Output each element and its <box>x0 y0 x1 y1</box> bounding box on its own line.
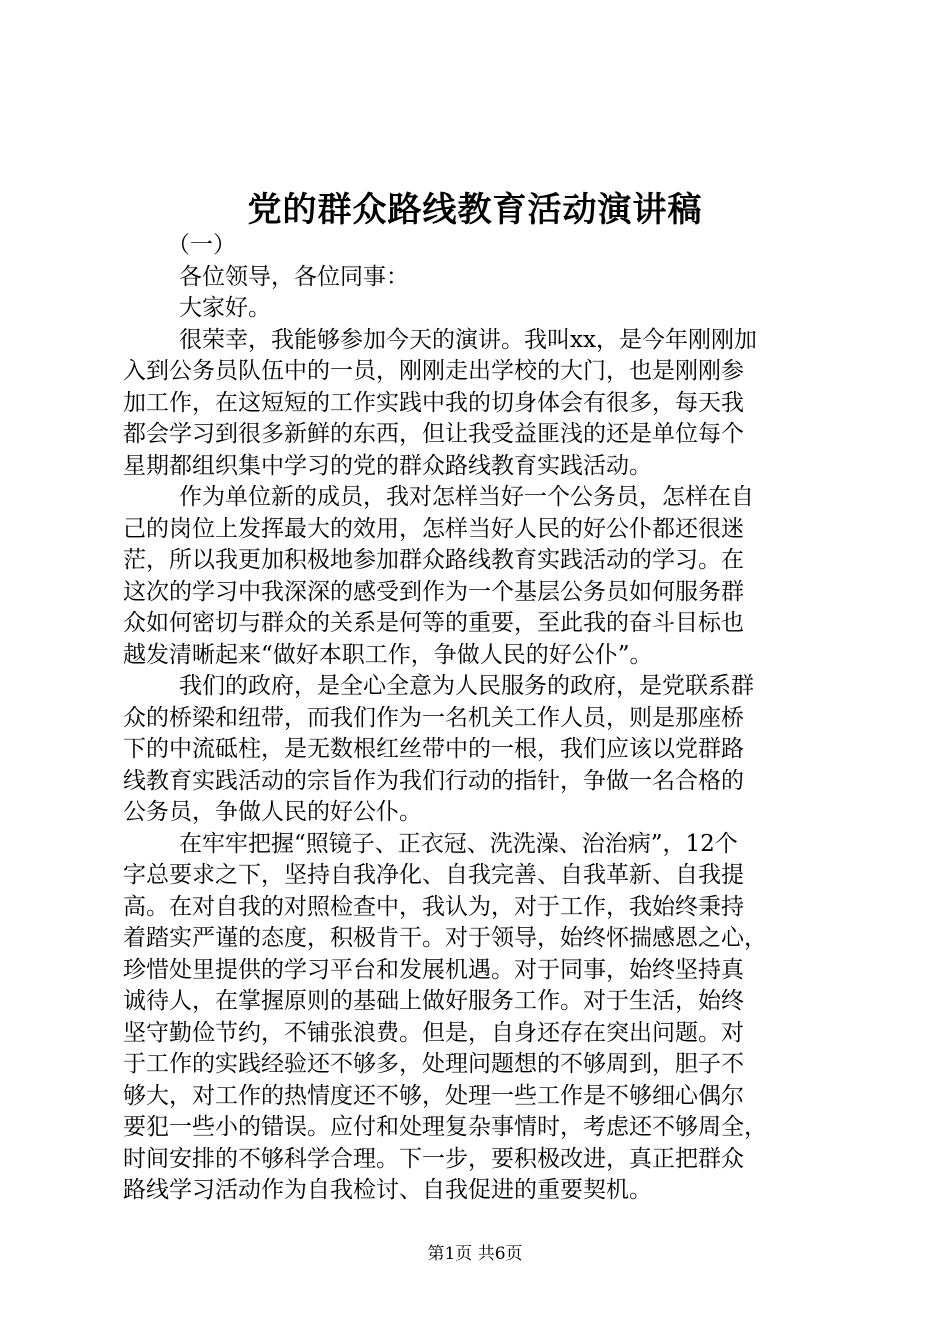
paragraph-4-line: 着踏实严谨的态度，积极肯干。对于领导，始终怀揣感恩之心， <box>123 925 767 951</box>
paragraph-4-line: 在牢牢把握“照镜子、正衣冠、洗洗澡、治治病”，12个 <box>179 830 738 857</box>
paragraph-2-line: 众如何密切与群众的关系是何等的重要，至此我的奋斗目标也 <box>123 610 744 636</box>
greeting: 大家好。 <box>179 295 271 321</box>
paragraph-3-line: 我们的政府，是全心全意为人民服务的政府，是党联系群 <box>179 673 754 699</box>
paragraph-4-line: 珍惜处里提供的学习平台和发展机遇。对于同事，始终坚持真 <box>123 956 744 983</box>
paragraph-2-line: 茫，所以我更加积极地参加群众路线教育实践活动的学习。在 <box>123 547 744 573</box>
paragraph-2-line: 越发清晰起来“做好本职工作，争做人民的好公仆”。 <box>123 641 653 668</box>
paragraph-4-line: 够大，对工作的热情度还不够，处理一些工作是不够细心偶尔 <box>123 1082 744 1109</box>
paragraph-1-line: 很荣幸，我能够参加今天的演讲。我叫xx，是今年刚刚加 <box>179 326 757 353</box>
paragraph-2-line: 己的岗位上发挥最大的效用，怎样当好人民的好公仆都还很迷 <box>123 515 744 542</box>
paragraph-2-line: 作为单位新的成员，我对怎样当好一个公务员，怎样在自 <box>179 484 754 510</box>
paragraph-4-line: 诚待人，在掌握原则的基础上做好服务工作。对于生活，始终 <box>123 988 744 1014</box>
salutation: 各位领导，各位同事： <box>179 263 409 290</box>
paragraph-1-line: 都会学习到很多新鲜的东西，但让我受益匪浅的还是单位每个 <box>123 421 744 447</box>
paragraph-3-line: 线教育实践活动的宗旨作为我们行动的指针，争做一名合格的 <box>123 767 744 794</box>
paragraph-4-line: 时间安排的不够科学合理。下一步，要积极改进，真正把群众 <box>123 1145 744 1172</box>
paragraph-3-line: 公务员，争做人民的好公仆。 <box>123 799 422 825</box>
paragraph-1-line: 星期都组织集中学习的党的群众路线教育实践活动。 <box>123 452 652 479</box>
paragraph-4-line: 要犯一些小的错误。应付和处理复杂事情时，考虑还不够周全， <box>123 1114 767 1140</box>
paragraph-4-line: 坚守勤俭节约，不铺张浪费。但是，自身还存在突出问题。对 <box>123 1019 744 1046</box>
page-footer: 第1页 共6页 <box>427 1244 523 1264</box>
paragraph-2-line: 这次的学习中我深深的感受到作为一个基层公务员如何服务群 <box>123 578 744 605</box>
document-title: 党的群众路线教育活动演讲稿 <box>247 190 703 230</box>
paragraph-4-line: 高。在对自我的对照检查中，我认为，对于工作，我始终秉持 <box>123 893 744 920</box>
paragraph-3-line: 下的中流砥柱，是无数根红丝带中的一根，我们应该以党群路 <box>123 736 744 762</box>
paragraph-4-line: 路线学习活动作为自我检讨、自我促进的重要契机。 <box>123 1177 652 1203</box>
paragraph-1-line: 入到公务员队伍中的一员，刚刚走出学校的大门，也是刚刚参 <box>123 358 744 384</box>
paragraph-4-line: 字总要求之下，坚持自我净化、自我完善、自我革新、自我提 <box>123 862 744 888</box>
paragraph-4-line: 于工作的实践经验还不够多，处理问题想的不够周到，胆子不 <box>123 1051 744 1077</box>
document-body <box>123 230 835 1207</box>
section-marker: （一） <box>167 232 236 258</box>
paragraph-1-line: 加工作，在这短短的工作实践中我的切身体会有很多，每天我 <box>123 389 744 416</box>
paragraph-3-line: 众的桥梁和纽带，而我们作为一名机关工作人员，则是那座桥 <box>123 704 744 731</box>
